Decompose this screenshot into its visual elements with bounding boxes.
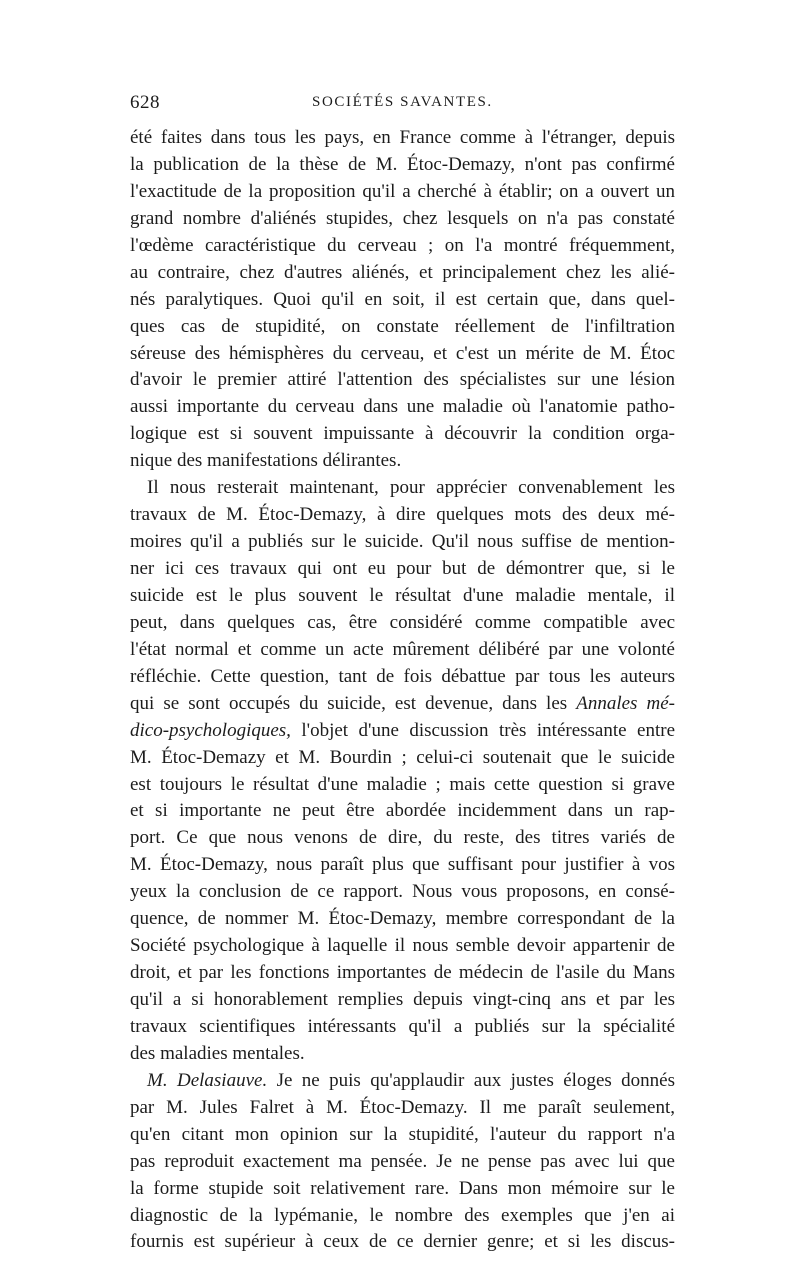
body-text bbox=[130, 125, 675, 1256]
text-line: M. Étoc-Demazy et M. Bourdin ; celui-ci soutenait que le suicide bbox=[130, 746, 675, 768]
text-line: Société psychologique à laquelle il nous semble devoir appartenir de bbox=[130, 935, 675, 957]
text-line: et si importante ne peut être abordée incidemment dans un rap- bbox=[130, 800, 675, 822]
text-line: yeux la conclusion de ce rapport. Nous vous proposons, en consé- bbox=[130, 881, 675, 903]
text-line: quence, de nommer M. Étoc-Demazy, membre correspondant de la bbox=[130, 908, 675, 930]
speaker-line bbox=[130, 1068, 675, 1095]
text-line: aussi importante du cerveau dans une maladie où l'anatomie patho- bbox=[130, 396, 675, 418]
text-line-journal bbox=[130, 718, 675, 745]
text-line: nique des manifestations délirantes. bbox=[130, 450, 402, 472]
text-span: Je ne puis qu'applaudir aux justes éloges donnés bbox=[267, 1069, 675, 1091]
text-line: qu'il a si honorablement remplies depuis vingt-cinq ans et par les bbox=[130, 989, 675, 1010]
text-line: grand nombre d'aliénés stupides, chez lesquels on n'a pas constaté bbox=[130, 207, 675, 229]
text-line: réfléchie. Cette question, tant de fois débattue par tous les auteurs bbox=[130, 665, 675, 687]
italic-title: dico-psychologiques, bbox=[130, 719, 291, 741]
paragraph-first-line: Il nous resterait maintenant, pour apprécier convenablement les bbox=[147, 477, 675, 499]
text-line: suicide est le plus souvent le résultat d'une maladie mentale, il bbox=[130, 584, 675, 606]
text-line: peut, dans quelques cas, être considéré comme compatible avec bbox=[130, 611, 675, 633]
text-line: la publication de la thèse de M. Étoc-Demazy, n'ont pas confirmé bbox=[130, 153, 675, 175]
page-number: 628 bbox=[130, 92, 160, 113]
speaker-title: M. bbox=[147, 1069, 168, 1091]
text-line: est toujours le résultat d'une maladie ; mais cette question si grave bbox=[130, 773, 675, 795]
text-line: l'état normal et comme un acte mûrement délibéré par une volonté bbox=[130, 638, 675, 660]
text-line: M. Étoc-Demazy, nous paraît plus que suffisant pour justifier à vos bbox=[130, 854, 675, 876]
text-line: ques cas de stupidité, on constate réellement de l'infiltration bbox=[130, 315, 675, 337]
text-line: au contraire, chez d'autres aliénés, et principalement chez les alié- bbox=[130, 261, 675, 283]
text-line: qu'en citant mon opinion sur la stupidité, l'auteur du rapport n'a bbox=[130, 1123, 675, 1145]
text-line: diagnostic de la lypémanie, le nombre des exemples que j'en ai bbox=[130, 1204, 675, 1226]
text-line: la forme stupide soit relativement rare. Dans mon mémoire sur le bbox=[130, 1177, 675, 1199]
speaker-name bbox=[147, 1070, 267, 1091]
text-line: moires qu'il a publiés sur le suicide. Qu'il nous suffise de mention- bbox=[130, 531, 675, 553]
text-line: été faites dans tous les pays, en France comme à l'étranger, depuis bbox=[130, 127, 675, 148]
text-line: logique est si souvent impuissante à découvrir la condition orga- bbox=[130, 423, 675, 445]
text-line: pas reproduit exactement ma pensée. Je ne pense pas avec lui que bbox=[130, 1150, 675, 1172]
text-span: qui se sont occupés du suicide, est devenue, dans les bbox=[130, 692, 568, 714]
text-line: par M. Jules Falret à M. Étoc-Demazy. Il me paraît seulement, bbox=[130, 1096, 675, 1118]
text-line: droit, et par les fonctions importantes de médecin de l'asile du Mans bbox=[130, 962, 675, 984]
text-line: l'œdème caractéristique du cerveau ; on l'a montré fréquemment, bbox=[130, 234, 675, 256]
text-line: nés paralytiques. Quoi qu'il en soit, il est certain que, dans quel- bbox=[130, 288, 675, 310]
text-line: port. Ce que nous venons de dire, du reste, des titres variés de bbox=[130, 827, 675, 849]
page-header bbox=[130, 92, 675, 118]
text-line: travaux scientifiques intéressants qu'il a publiés sur la spécialité bbox=[130, 1015, 675, 1037]
text-line: des maladies mentales. bbox=[130, 1042, 305, 1064]
text-line: séreuse des hémisphères du cerveau, et c'est un mérite de M. Étoc bbox=[130, 342, 675, 364]
text-line: travaux de M. Étoc-Demazy, à dire quelques mots des deux mé- bbox=[130, 504, 675, 526]
text-line: l'exactitude de la proposition qu'il a cherché à établir; on a ouvert un bbox=[130, 180, 675, 202]
text-line-annales bbox=[130, 691, 675, 718]
text-line: d'avoir le premier attiré l'attention des spécialistes sur une lésion bbox=[130, 369, 675, 391]
speaker-surname: Delasiauve. bbox=[176, 1069, 268, 1091]
text-line: ner ici ces travaux qui ont eu pour but de démontrer que, si le bbox=[130, 558, 675, 579]
running-head: SOCIÉTÉS SAVANTES. bbox=[312, 94, 493, 110]
italic-title: Annales mé- bbox=[576, 692, 675, 714]
text-span: l'objet d'une discussion très intéressante entre bbox=[290, 719, 675, 741]
text-line: fournis est supérieur à ceux de ce dernier genre; et si les discus- bbox=[130, 1231, 675, 1253]
